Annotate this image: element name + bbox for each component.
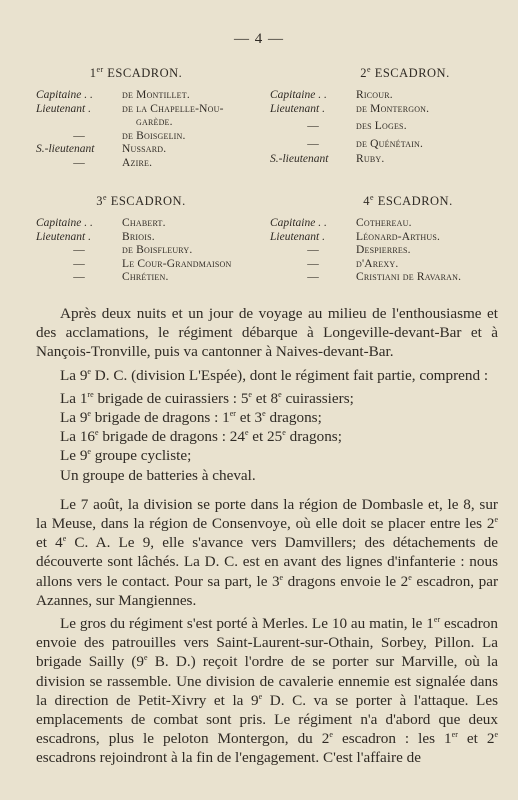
squadron-3-title: 3e ESCADRON. xyxy=(96,192,186,208)
roster-row: Lieutenant . de Montergon. xyxy=(270,102,430,115)
roster-row: Capitaine . . Cothereau. xyxy=(270,217,412,229)
list-item: La 9e brigade de dragons : 1er et 3e dragons; xyxy=(60,408,322,427)
roster-row: — de Boisgelin. xyxy=(73,129,186,142)
roster-row: — Cristiani de Ravaran. xyxy=(307,271,462,283)
paragraph-3: Le 7 août, la division se porte dans la région de Dombasle et, le 8, sur la Meuse, dans la région de Consenvoye, où elle doit se placer entre les 2e et 4e C. A. Le 9, elle s'avance vers Damvillers; des détachements de découverte sont lâchés. La D. C. est en avant des lignes d'infanterie : nous allons vers le contact. Pour sa part, le 3e dragons envoie le 2e escadron, par Azannes, sur Mangiennes. xyxy=(36,495,499,609)
roster-row: — Despierres. xyxy=(307,244,411,256)
squadron-1-title: 1er ESCADRON. xyxy=(89,64,183,80)
paragraph-2: La 9e D. C. (division L'Espée), dont le régiment fait partie, comprend : xyxy=(60,366,489,384)
list-item: La 1re brigade de cuirassiers : 5e et 8e cuirassiers; xyxy=(60,389,354,407)
page-number: — 4 — xyxy=(234,31,284,47)
roster-row: — de Quénétain. xyxy=(307,137,424,150)
roster-row: — des Loges. xyxy=(307,120,407,132)
paragraph-4: Le gros du régiment s'est porté à Merles. Le 10 au matin, le 1er escadron envoie des patrouilles vers Saint-Laurent-sur-Othain, Sorbey, Pillon. La brigade Sailly (9e B. D.) reçoit l'ordre de se porter sur Marville, où la division se rassemble. Une division de cavalerie ennemie est signalée dans la direction de Petit-Xivry et la 9e D. C. va se porter à l'attaque. Les emplacements de combat sont pris. Le régiment n'a d'abord que deux escadrons, plus le peloton Montergon, du 2e escadron : les 1er et 2e escadrons rejoindront à la fin de l'engagement. C'est l'affaire de xyxy=(36,614,499,767)
roster-row: Lieutenant . Briois. xyxy=(36,230,155,243)
roster-row: Capitaine . . Chabert. xyxy=(36,217,166,229)
roster-row: — Le Cour-Grandmaison xyxy=(73,257,232,270)
squadron-2-roster xyxy=(270,66,500,167)
paragraph-1: Après deux nuits et un jour de voyage au milieu de l'enthousiasme et des acclamations, le régiment débarque à Longeville-devant-Bar et à Nançois-Tronville, puis va cantonner à Naives-devant-Bar. xyxy=(36,305,498,361)
roster-row: Capitaine . . Ricour. xyxy=(270,89,393,101)
roster-row: garède. xyxy=(136,116,173,128)
list-item: Un groupe de batteries à cheval. xyxy=(60,466,256,484)
roster-row: S.-lieutenant Ruby. xyxy=(270,153,385,165)
roster-row: Lieutenant . Léonard-Arthus. xyxy=(270,230,441,243)
squadron-4-title: 4e ESCADRON. xyxy=(363,192,453,208)
list-item: La 16e brigade de dragons : 24e et 25e dragons; xyxy=(60,428,342,446)
roster-row: — d'Arexy. xyxy=(307,257,399,270)
roster-row: — Chrétien. xyxy=(73,271,169,283)
list-item: Le 9e groupe cycliste; xyxy=(60,447,192,465)
squadron-3-roster xyxy=(36,194,266,285)
squadron-2-title: 2e ESCADRON. xyxy=(360,64,450,80)
roster-row: — Azire. xyxy=(73,156,153,169)
roster-row: Lieutenant . de la Chapelle-Nou- xyxy=(36,102,224,115)
roster-row: S.-lieutenant Nussard. xyxy=(36,143,167,155)
squadron-1-roster xyxy=(36,66,266,170)
body-text xyxy=(36,304,498,768)
squadron-4-roster xyxy=(270,194,506,285)
division-composition-list xyxy=(36,389,498,485)
roster-row: Capitaine . . de Montillet. xyxy=(36,89,190,101)
roster-row: — de Boisfleury. xyxy=(73,244,193,256)
